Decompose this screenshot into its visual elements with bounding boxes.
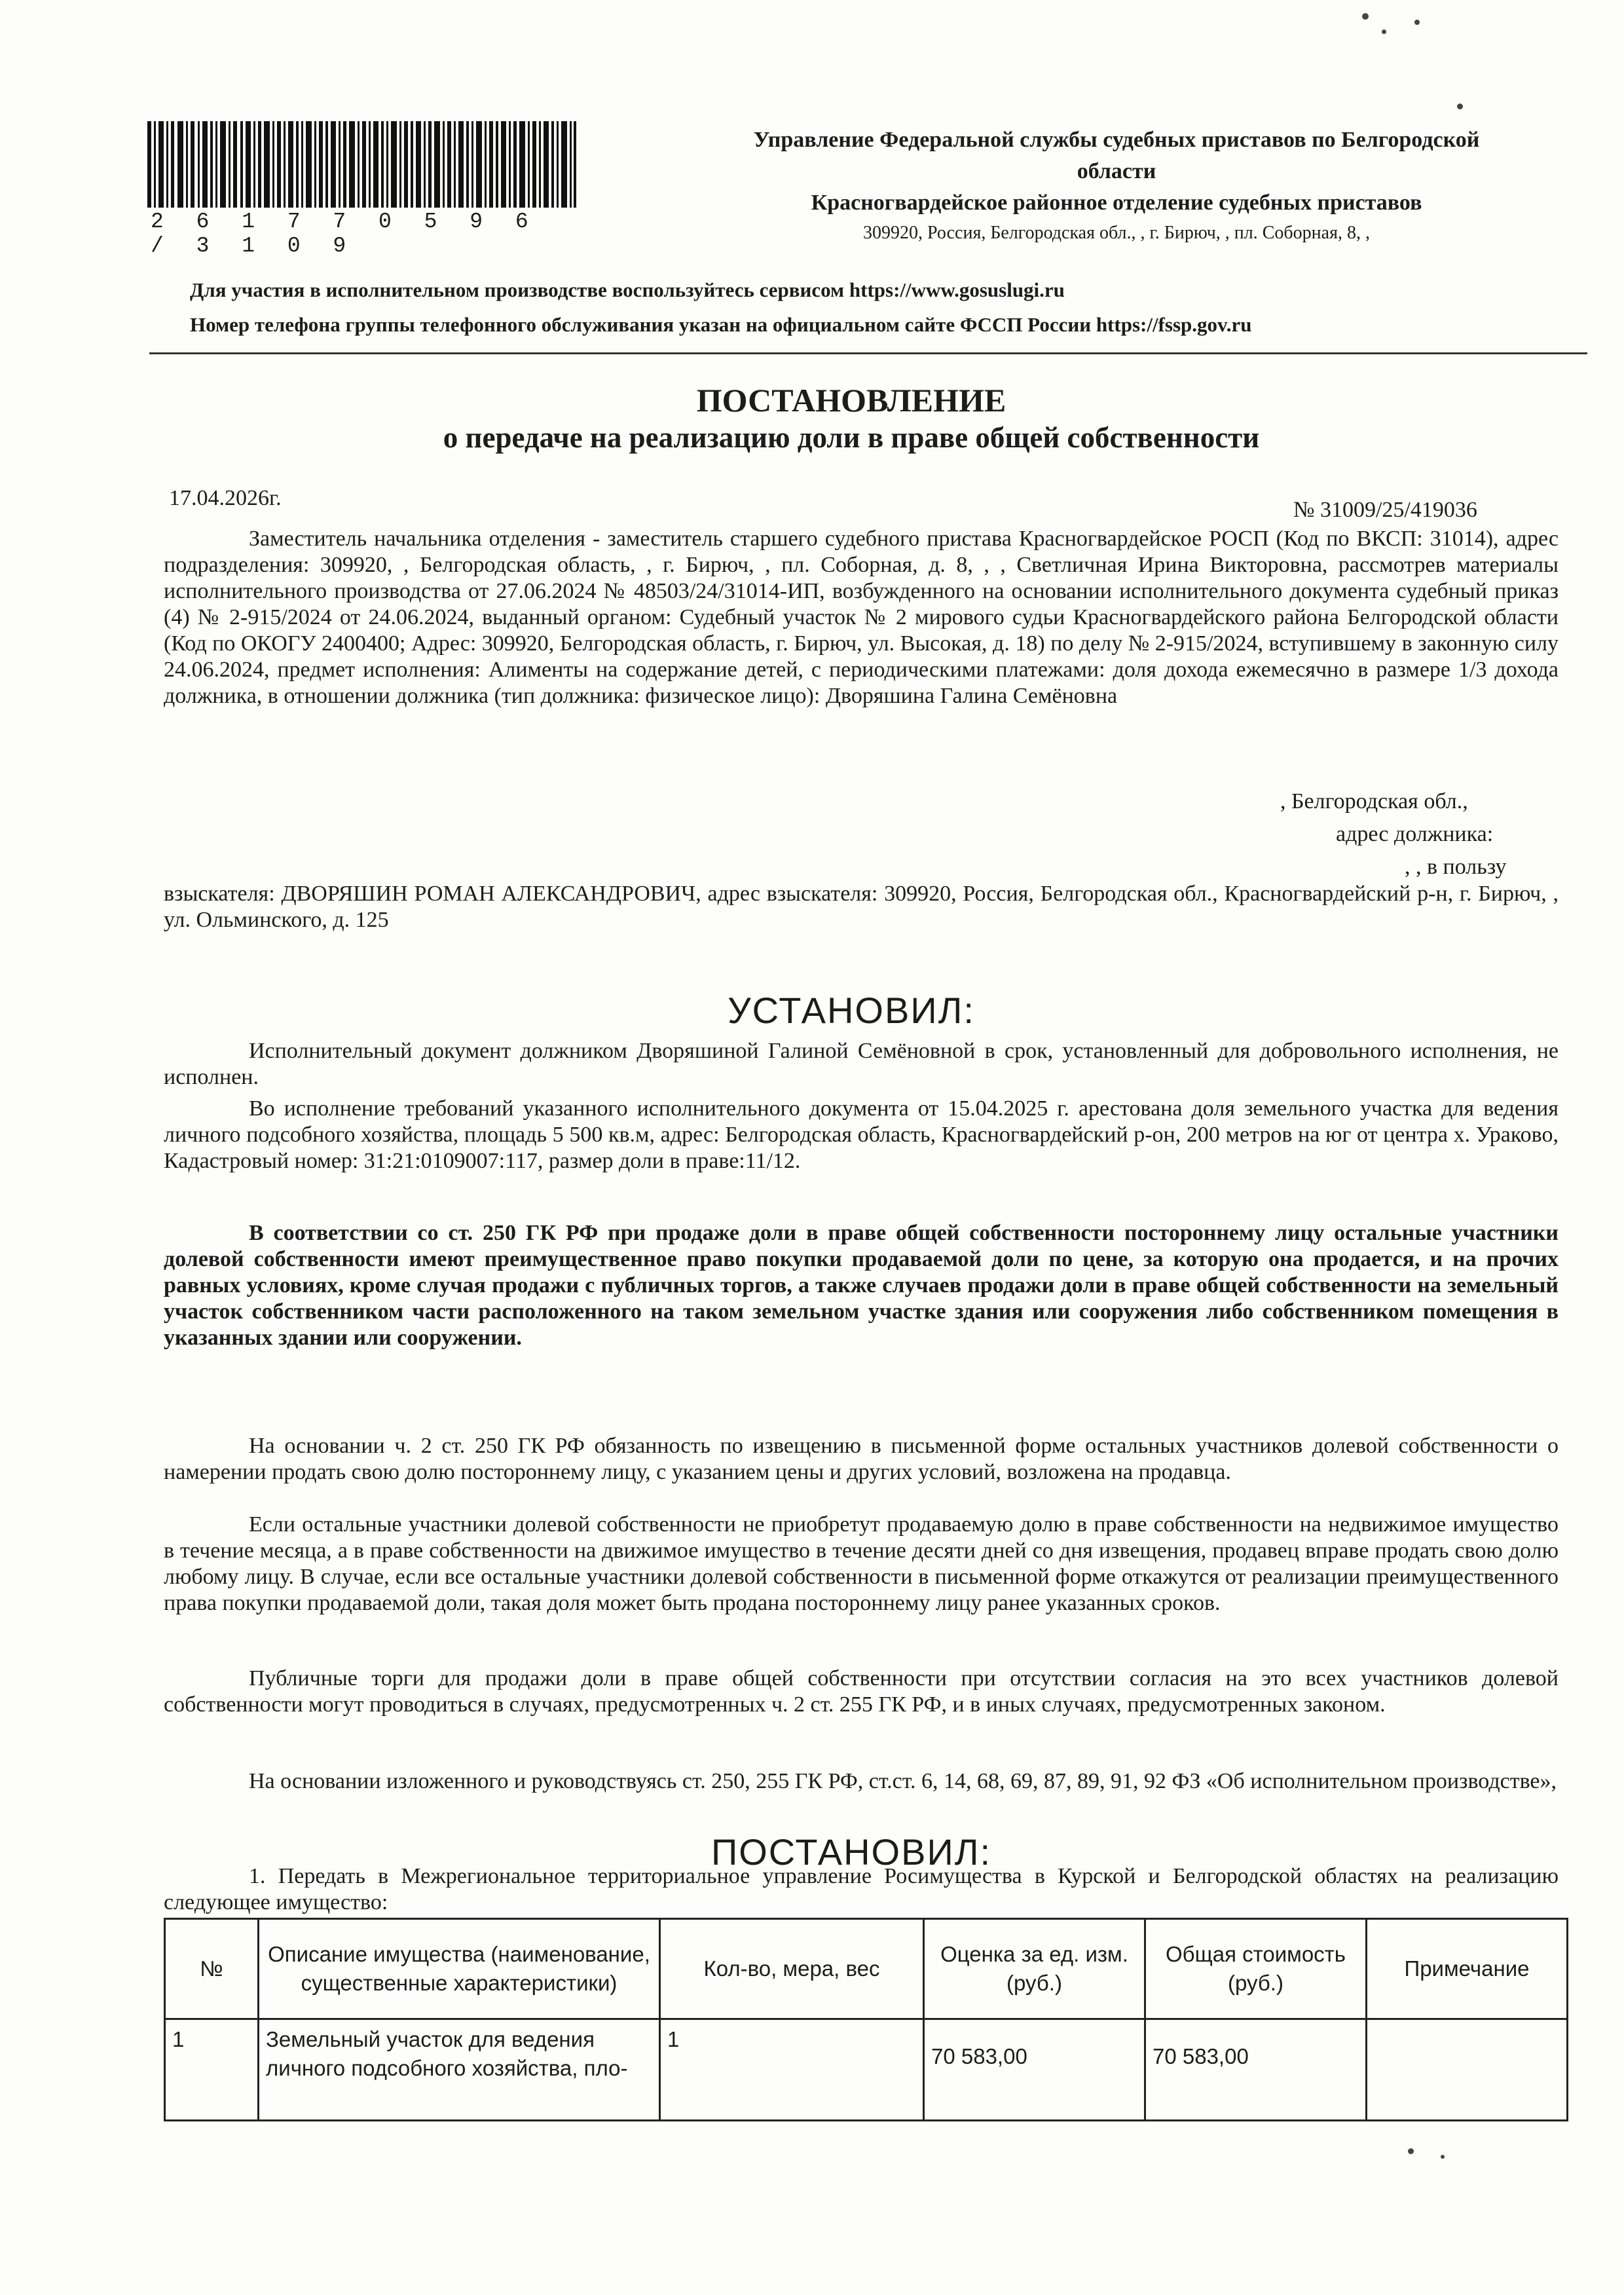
phone-notice: Номер телефона группы телефонного обслуживания указан на официальном сайте ФССП России https://fssp.gov.ru <box>190 313 1252 336</box>
agency-region: области <box>1077 159 1156 183</box>
debtor-address-label: адрес должника: <box>1336 822 1494 846</box>
intro-paragraph: Заместитель начальника отделения - заместитель старшего судебного пристава Красногвардейское РОСП (Код по ВКСП: 31014), адрес подразделения: 309920, , Белгородская область, , г. Бирюч, , пл. Соборная, д. 8, , , Светличная Ирина Викторовна, рассмотрев материалы исполнительного производства от 27.06.2024 № 48503/24/31014-ИП, возбужденного на основании исполнительного документа судебный приказ (4) № 2-915/2024 от 24.06.2024, выданный органом: Судебный участок № 2 мирового судьи Красногвардейского района Белгородской области (Код по ОКОГУ 2400400; Адрес: 309920, Белгородская область, г. Бирюч, ул. Высокая, д. 18) по делу № 2-915/2024, вступившему в законную силу 24.06.2024, предмет исполнения: Алименты на содержание детей, с периодическими платежами: доля дохода ежемесячно в размере 1/3 дохода должника, в отношении должника (тип должника: физическое лицо): Дворяшина Галина Семёновна <box>164 527 1559 708</box>
document-subtitle: о передаче на реализацию доли в праве общей собственности <box>443 421 1260 454</box>
agency-header <box>661 124 1572 248</box>
cell-note <box>1367 2019 1568 2121</box>
barcode <box>147 121 576 208</box>
cell-quantity: 1 <box>660 2019 924 2121</box>
established-p2: Во исполнение требований указанного исполнительного документа от 15.04.2025 г. арестована доля земельного участка для ведения личного подсобного хозяйства, площадь 5 500 кв.м, адрес: Белгородская область, Красногвардейский р-он, 200 метров на юг от центра х. Ураково, Кадастровый номер: 31:21:0109007:117, размер доли в праве:11/12. <box>164 1096 1559 1173</box>
table-row <box>165 2019 1568 2121</box>
scan-speck <box>1408 2148 1414 2154</box>
resolved-heading: ПОСТАНОВИЛ: <box>711 1831 991 1873</box>
scan-speck <box>1382 29 1386 34</box>
resolved-p1: 1. Передать в Межрегиональное территориальное управление Росимущества в Курской и Белгородской областях на реализацию следующее имущество: <box>164 1864 1559 1914</box>
cell-description: Земельный участок для ведения личного подсобного хозяйства, пло- <box>259 2019 660 2121</box>
department-name: Красногвардейское районное отделение судебных приставов <box>811 191 1422 215</box>
col-total: Общая стоимость (руб.) <box>1145 1919 1367 2019</box>
col-description: Описание имущества (наименование, существенные характеристики) <box>259 1919 660 2019</box>
scan-speck <box>1441 2155 1445 2159</box>
cell-unit-price: 70 583,00 <box>924 2019 1145 2121</box>
claimant-paragraph: взыскателя: ДВОРЯШИН РОМАН АЛЕКСАНДРОВИЧ, адрес взыскателя: 309920, Россия, Белгородская обл., Красногвардейский р-н, г. Бирюч, , ул. Ольминского, д. 125 <box>164 882 1559 932</box>
established-p3: В соответствии со ст. 250 ГК РФ при продаже доли в праве общей собственности постороннему лицу остальные участники долевой собственности имеют преимущественное право покупки продаваемой доли по цене, за которую она продается, и на прочих равных условиях, кроме случая продажи с публичных торгов, а также случаев продажи доли в праве общей собственности на земельный участок собственником части расположенного на таком земельном участке здания или сооружения либо собственником помещения в указанных здании или сооружении. <box>164 1221 1559 1350</box>
col-quantity: Кол-во, мера, вес <box>660 1919 924 2019</box>
debtor-region: , Белгородская обл., <box>1280 789 1468 813</box>
col-note: Примечание <box>1367 1919 1568 2019</box>
gosuslugi-notice: Для участия в исполнительном производстве воспользуйтесь сервисом https://www.gosuslugi.ru <box>190 278 1065 301</box>
col-unit-price: Оценка за ед. изм. (руб.) <box>924 1919 1145 2019</box>
table-header-row <box>165 1919 1568 2019</box>
agency-name: Управление Федеральной службы судебных приставов по Белгородской <box>753 128 1480 152</box>
established-heading: УСТАНОВИЛ: <box>728 990 975 1031</box>
established-p6: Публичные торги для продажи доли в праве общей собственности при отсутствии согласия на это всех участников долевой собственности могут проводиться в случаях, предусмотренных ч. 2 ст. 255 ГК РФ, и в иных случаях, предусмотренных законом. <box>164 1666 1559 1717</box>
department-address: 309920, Россия, Белгородская обл., , г. Бирюч, , пл. Соборная, 8, , <box>863 223 1370 243</box>
document-date: 17.04.2026г. <box>169 486 282 510</box>
document-title: ПОСТАНОВЛЕНИЕ <box>696 382 1006 419</box>
property-table <box>164 1918 1568 2121</box>
established-p1: Исполнительный документ должником Дворяшиной Галиной Семёновной в срок, установленный для добровольного исполнения, не исполнен. <box>164 1039 1559 1089</box>
header-divider <box>149 352 1587 354</box>
established-p5: Если остальные участники долевой собственности не приобретут продаваемую долю в праве собственности на недвижимое имущество в течение месяца, а в праве собственности на движимое имущество в течение десяти дней со дня извещения, продавец вправе продать свою долю любому лицу. В случае, если все остальные участники долевой собственности в письменной форме откажутся от реализации преимущественного права покупки продаваемой доли, такая доля может быть продана постороннему лицу ранее указанных сроков. <box>164 1512 1559 1615</box>
col-number: № <box>165 1919 259 2019</box>
cell-total: 70 583,00 <box>1145 2019 1367 2121</box>
scan-speck <box>1362 13 1369 20</box>
cell-number: 1 <box>165 2019 259 2121</box>
established-p7: На основании изложенного и руководствуясь ст. 250, 255 ГК РФ, ст.ст. 6, 14, 68, 69, 87, 89, 91, 92 ФЗ «Об исполнительном производстве», <box>249 1769 1557 1793</box>
document-number: № 31009/25/419036 <box>1293 498 1477 522</box>
scan-speck <box>1414 20 1420 25</box>
redacted-area <box>727 789 1283 815</box>
barcode-number: 2 6 1 7 7 0 5 9 6 / 3 1 0 9 <box>151 210 538 258</box>
established-p4: На основании ч. 2 ст. 250 ГК РФ обязанность по извещению в письменной форме остальных участников долевой собственности о намерении продать свою долю постороннему лицу, с указанием цены и других условий, возложена на продавца. <box>164 1434 1559 1484</box>
scan-speck <box>1457 103 1463 109</box>
claimant-prefix: , , в пользу <box>1405 855 1507 879</box>
